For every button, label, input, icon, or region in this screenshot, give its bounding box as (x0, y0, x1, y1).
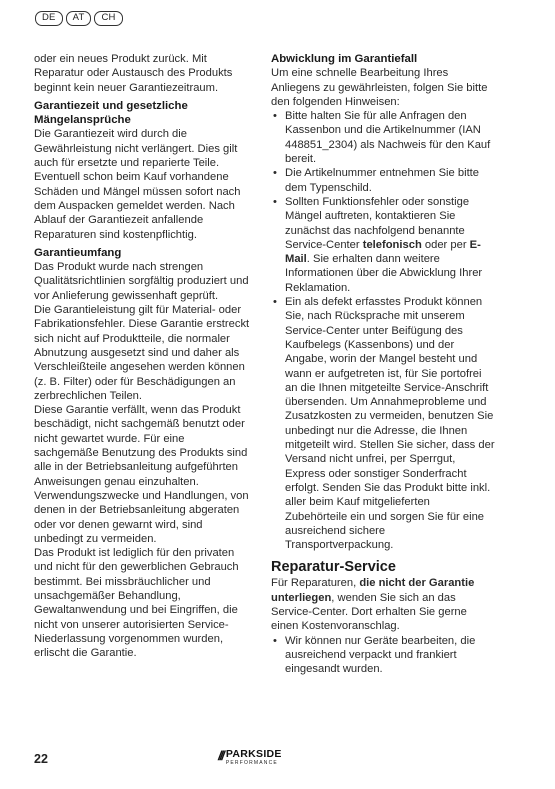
list-item: • Die Artikelnummer entnehmen Sie bitte dem Typenschild. (271, 166, 495, 195)
bold-email: E-Mail (285, 238, 481, 266)
country-badge-ch: CH (94, 11, 122, 26)
country-badges (35, 11, 123, 26)
country-badge-de: DE (35, 11, 63, 26)
list-item: • Sollten Funktionsfehler oder sonstige Mängel auftreten, kontaktieren Sie zunächst das nachfolgend benannte Service-Center telefonisch oder per E-Mail. Sie erhalten dann weitere Informationen über die Abwicklung Ihrer Reklamation. (271, 195, 495, 295)
paragraph-garantiezeit: Die Garantiezeit wird durch die Gewährleistung nicht verlängert. Dies gilt auch für ersetzte und reparierte Teile. Eventuell schon beim Kauf vorhandene Schäden und Mängel müssen sofort nach dem Auspacken gemeldet werden. Nach Ablauf der Garantiezeit anfallende Reparaturen sind kostenpflichtig. (34, 128, 241, 241)
logo-brand: PARKSIDE (225, 748, 282, 760)
logo-subtitle: PERFORMANCE (225, 760, 278, 766)
paragraph-umfang-2: Die Garantieleistung gilt für Material- oder Fabrikationsfehler. Diese Garantie erstreckt sich nicht auf Produktteile, die normaler Abnutzung ausgesetzt sind und daher als Verschleißteile angesehen werden können (z. B. Filter) oder für Beschädigungen an zerbrechlichen Teilen. (34, 304, 250, 402)
heading-reparatur-service: Reparatur-Service (271, 559, 396, 576)
paragraph-reparatur: Für Reparaturen, die nicht der Garantie unterliegen, wenden Sie sich an das Service-Center. Dort erhalten Sie gerne einen Kostenvoranschlag. (271, 577, 475, 633)
left-column (34, 52, 252, 660)
right-column (271, 52, 495, 676)
list-item: • Ein als defekt erfasstes Produkt können Sie, nach Rücksprache mit unserem Service-Center unter Beifügung des Kaufbelegs (Kassenbons) und der Angabe, worin der Mangel besteht und wann er aufgetreten ist, für Sie portofrei an die Ihnen mitgeteilte Service-Anschrift übersenden. Um Annahmeprobleme und Zusatzkosten zu vermeiden, benutzen Sie unbedingt nur die Adresse, die Ihnen mitgeteilt wird. Stellen Sie sicher, dass der Versand nicht unfrei, per Sperrgut, Express oder sonstiger Sonderfracht erfolgt. Senden Sie das Produkt bitte inkl. aller beim Kauf mitgelieferten Zubehörteile ein und sorgen Sie für eine ausreichend sichere Transportverpackung. (271, 295, 495, 552)
list-item: • Bitte halten Sie für alle Anfragen den Kassenbon und die Artikelnummer (IAN 448851_2304) als Nachweis für den Kauf bereit. (271, 109, 495, 166)
paragraph-umfang-3: Diese Garantie verfällt, wenn das Produkt beschädigt, nicht sachgemäß benutzt oder nicht gewartet wurde. Für eine sachgemäße Benutzung des Produkts sind alle in der Betriebsanleitung aufgeführten Anweisungen genau einzuhalten. Verwendungszwecke und Handlungen, von denen in der Betriebsanleitung abgeraten oder vor denen gewarnt wird, sind unbedingt zu vermeiden. (34, 404, 249, 545)
logo-slashes-icon: /// (218, 748, 223, 763)
paragraph-umfang-4: Das Produkt ist lediglich für den privaten und nicht für den gewerblichen Gebrauch bestimmt. Bei missbräuchlicher und unsachgemäßer Behandlung, Gewaltanwendung und bei Eingriffen, die nicht von unserer autorisierten Service-Niederlassung vorgenommen wurden, erlischt die Garantie. (34, 547, 239, 660)
country-badge-at: AT (66, 11, 92, 26)
heading-garantieumfang: Garantieumfang (34, 246, 122, 259)
bold-garantie-unterliegen: die nicht der Garantie unterliegen (271, 577, 475, 604)
bold-telefonisch: telefonisch (362, 238, 422, 251)
heading-garantiezeit: Garantiezeit und gesetzliche Mängelansprüche (34, 99, 188, 127)
abwicklung-list (271, 109, 495, 552)
page-number: 22 (34, 752, 48, 766)
paragraph-abwicklung: Um eine schnelle Bearbeitung Ihres Anliegens zu gewährleisten, folgen Sie bitte den folgenden Hinweisen: (271, 67, 488, 108)
paragraph-umfang-1: Das Produkt wurde nach strengen Qualitätsrichtlinien sorgfältig produziert und vor Anlieferung gewissenhaft geprüft. (34, 261, 249, 302)
parkside-logo (218, 749, 282, 766)
list-item: • Wir können nur Geräte bearbeiten, die ausreichend verpackt und frankiert eingesandt wurden. (271, 634, 495, 677)
heading-abwicklung: Abwicklung im Garantiefall (271, 53, 418, 65)
intro-paragraph: oder ein neues Produkt zurück. Mit Reparatur oder Austausch des Produkts beginnt kein neuer Garantiezeitraum. (34, 53, 233, 94)
reparatur-list (271, 634, 495, 677)
